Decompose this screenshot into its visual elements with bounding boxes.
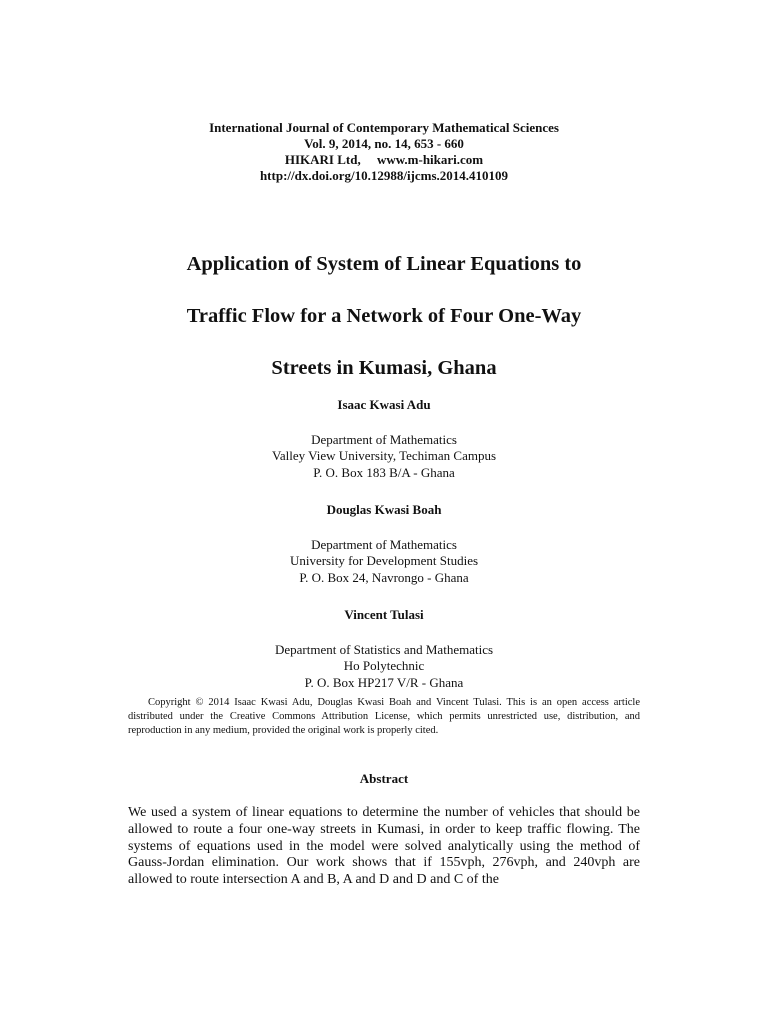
author-dept: Department of Mathematics — [311, 536, 457, 552]
author-name: Vincent Tulasi — [344, 607, 424, 622]
author-address: P. O. Box 183 B/A - Ghana — [313, 464, 455, 480]
title-line-2: Traffic Flow for a Network of Four One-Way — [186, 305, 582, 327]
author-name: Isaac Kwasi Adu — [337, 397, 431, 412]
author-institution: Ho Polytechnic — [343, 658, 425, 673]
journal-header — [0, 120, 768, 184]
author-block — [0, 502, 768, 586]
author-dept: Department of Mathematics — [311, 431, 457, 447]
journal-publisher: HIKARI Ltd, www.m-hikari.com — [284, 152, 484, 167]
title-line-3: Streets in Kumasi, Ghana — [271, 357, 497, 379]
author-block — [0, 607, 768, 691]
title-line-1: Application of System of Linear Equations to — [186, 253, 582, 275]
abstract-text: We used a system of linear equations to determine the number of vehicles that should be allowed to route a four one-way streets in Kumasi, in order to keep traffic flowing. The systems of equations used in the model were solved analytically using the method of Gauss-Jordan elimination. Our work shows that if 155vph, 276vph, and 240vph are allowed to route intersection A and B, A and D and D and C of the — [128, 805, 640, 888]
author-list — [0, 397, 768, 712]
author-affiliation — [0, 537, 768, 587]
author-dept: Department of Statistics and Mathematics — [274, 641, 494, 657]
author-name: Douglas Kwasi Boah — [326, 502, 442, 517]
journal-volume: Vol. 9, 2014, no. 14, 653 - 660 — [304, 136, 464, 151]
author-institution: Valley View University, Techiman Campus — [271, 448, 497, 463]
author-address: P. O. Box 24, Navrongo - Ghana — [299, 569, 469, 585]
journal-name: International Journal of Contemporary Mathematical Sciences — [209, 120, 559, 135]
journal-doi: http://dx.doi.org/10.12988/ijcms.2014.410109 — [259, 168, 509, 183]
author-affiliation — [0, 432, 768, 482]
author-address: P. O. Box HP217 V/R - Ghana — [304, 674, 464, 690]
author-affiliation — [0, 642, 768, 692]
paper-title — [0, 238, 768, 394]
copyright-notice: Copyright © 2014 Isaac Kwasi Adu, Douglas Kwasi Boah and Vincent Tulasi. This is an open access article distributed under the Creative Commons Attribution License, which permits unrestricted use, distribution, and reproduction in any medium, provided the original work is properly cited. — [128, 697, 640, 736]
author-block — [0, 397, 768, 481]
abstract-heading: Abstract — [359, 771, 409, 786]
author-institution: University for Development Studies — [289, 553, 479, 568]
